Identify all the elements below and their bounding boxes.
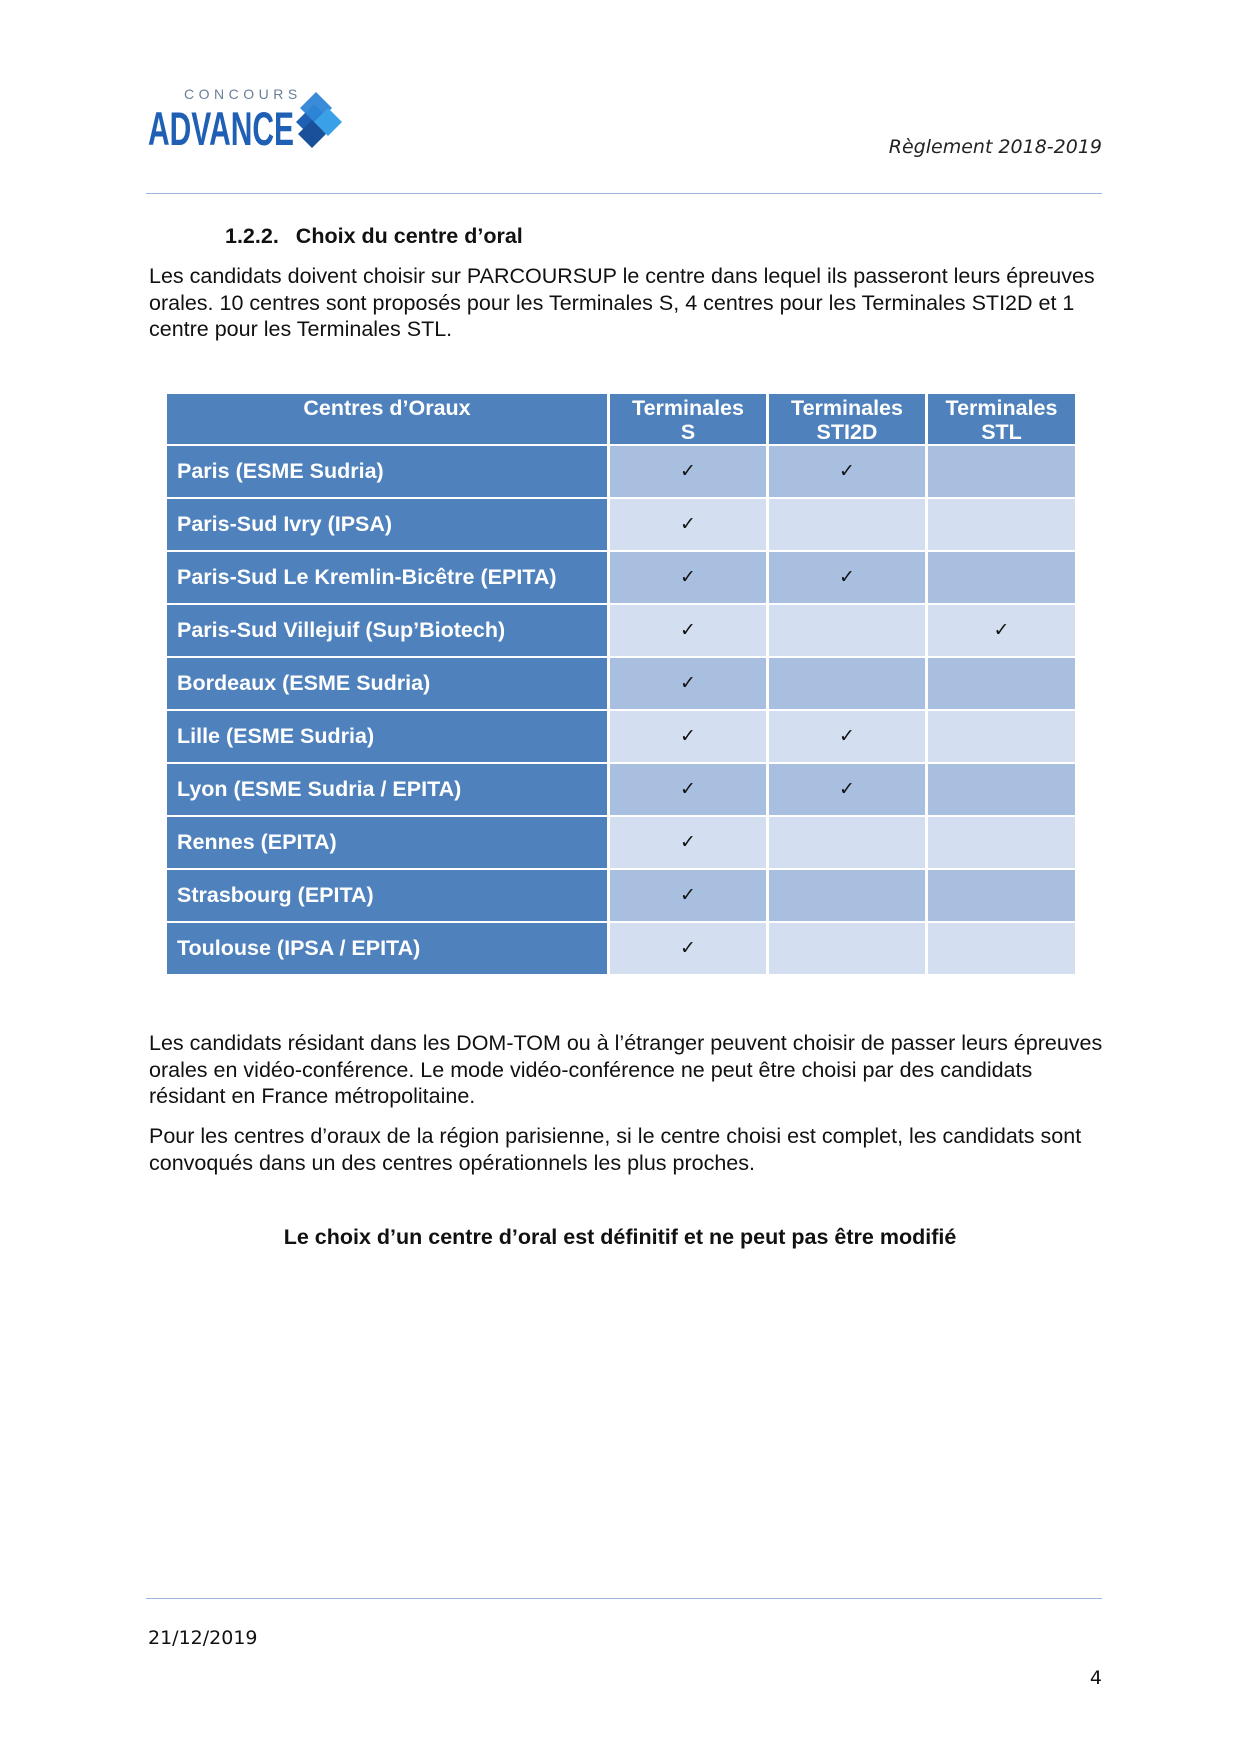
cell-terminales-sti2d <box>769 552 925 603</box>
header-divider <box>146 193 1102 194</box>
cell-terminales-s <box>610 605 766 656</box>
header-terminales-sti2d: Terminales STI2D <box>769 394 925 444</box>
logo-diamond-icon <box>296 92 342 148</box>
cell-terminales-stl <box>928 870 1075 921</box>
table-row <box>167 764 1075 815</box>
table-row <box>167 605 1075 656</box>
check-icon: ✓ <box>993 619 1010 641</box>
cell-terminales-stl <box>928 923 1075 974</box>
table-body <box>167 446 1075 974</box>
check-icon: ✓ <box>680 566 696 588</box>
cell-terminales-sti2d <box>769 870 925 921</box>
logo-main-text: ADVANCE <box>148 102 294 155</box>
check-icon: ✓ <box>680 884 696 906</box>
check-icon: ✓ <box>680 778 696 800</box>
check-icon: ✓ <box>680 937 696 959</box>
section-heading <box>225 224 523 249</box>
cell-terminales-stl <box>928 764 1075 815</box>
domtom-paragraph: Les candidats résidant dans les DOM-TOM ou à l’étranger peuvent choisir de passer leurs épreuves orales en vidéo-conférence. Le mode vidéo-conférence ne peut être choisi par des candidats résidant en France métropolitaine. <box>149 1031 1103 1108</box>
cell-terminales-sti2d <box>769 764 925 815</box>
cell-terminales-s <box>610 711 766 762</box>
cell-terminales-sti2d <box>769 446 925 497</box>
table-row <box>167 923 1075 974</box>
check-icon: ✓ <box>680 672 696 694</box>
center-name: Paris (ESME Sudria) <box>167 446 607 497</box>
cell-terminales-s <box>610 923 766 974</box>
concours-advance-logo <box>148 86 348 154</box>
table-row <box>167 499 1075 550</box>
table-row <box>167 817 1075 868</box>
oral-centers-table <box>164 392 1078 976</box>
cell-terminales-stl <box>928 605 1075 656</box>
section-number: 1.2.2. <box>225 224 279 248</box>
cell-terminales-stl <box>928 499 1075 550</box>
center-name: Paris-Sud Ivry (IPSA) <box>167 499 607 550</box>
header-terminales-stl: Terminales STL <box>928 394 1075 444</box>
cell-terminales-sti2d <box>769 499 925 550</box>
page-number: 4 <box>1089 1667 1102 1689</box>
center-name: Paris-Sud Villejuif (Sup’Biotech) <box>167 605 607 656</box>
header-terminales-s: Terminales S <box>610 394 766 444</box>
check-icon: ✓ <box>839 566 855 588</box>
cell-terminales-sti2d <box>769 923 925 974</box>
paris-region-paragraph: Pour les centres d’oraux de la région parisienne, si le centre choisi est complet, les candidats sont convoqués dans un des centres opérationnels les plus proches. <box>149 1124 1082 1175</box>
cell-terminales-s <box>610 764 766 815</box>
check-icon: ✓ <box>839 725 855 747</box>
header-centres: Centres d’Oraux <box>167 394 607 444</box>
cell-terminales-stl <box>928 446 1075 497</box>
center-name: Rennes (EPITA) <box>167 817 607 868</box>
table-row <box>167 446 1075 497</box>
center-name: Lille (ESME Sudria) <box>167 711 607 762</box>
section-title: Choix du centre d’oral <box>295 224 523 248</box>
cell-terminales-s <box>610 446 766 497</box>
cell-terminales-s <box>610 499 766 550</box>
footer-divider <box>146 1598 1102 1599</box>
cell-terminales-s <box>610 870 766 921</box>
cell-terminales-s <box>610 817 766 868</box>
cell-terminales-sti2d <box>769 711 925 762</box>
table-header-row <box>167 394 1075 444</box>
check-icon: ✓ <box>680 619 696 641</box>
check-icon: ✓ <box>680 725 696 747</box>
center-name: Toulouse (IPSA / EPITA) <box>167 923 607 974</box>
center-name: Strasbourg (EPITA) <box>167 870 607 921</box>
center-name: Paris-Sud Le Kremlin-Bicêtre (EPITA) <box>167 552 607 603</box>
cell-terminales-stl <box>928 552 1075 603</box>
cell-terminales-stl <box>928 817 1075 868</box>
center-name: Lyon (ESME Sudria / EPITA) <box>167 764 607 815</box>
intro-paragraph: Les candidats doivent choisir sur PARCOURSUP le centre dans lequel ils passeront leurs épreuves orales. 10 centres sont proposés pour les Terminales S, 4 centres pour les Terminales STI2D et 1 centre pour les Terminales STL. <box>149 264 1095 341</box>
footer-date: 21/12/2019 <box>148 1627 258 1649</box>
check-icon: ✓ <box>680 513 696 535</box>
table-row <box>167 711 1075 762</box>
check-icon: ✓ <box>839 778 855 800</box>
center-name: Bordeaux (ESME Sudria) <box>167 658 607 709</box>
document-title: Règlement 2018-2019 <box>888 136 1102 158</box>
logo-top-text: CONCOURS <box>184 86 302 102</box>
cell-terminales-sti2d <box>769 658 925 709</box>
table-row <box>167 552 1075 603</box>
cell-terminales-stl <box>928 711 1075 762</box>
final-statement: Le choix d’un centre d’oral est définitif et ne peut pas être modifié <box>283 1225 957 1249</box>
cell-terminales-stl <box>928 658 1075 709</box>
check-icon: ✓ <box>839 460 855 482</box>
cell-terminales-sti2d <box>769 605 925 656</box>
table-row <box>167 870 1075 921</box>
cell-terminales-sti2d <box>769 817 925 868</box>
check-icon: ✓ <box>680 460 696 482</box>
cell-terminales-s <box>610 658 766 709</box>
cell-terminales-s <box>610 552 766 603</box>
table-row <box>167 658 1075 709</box>
check-icon: ✓ <box>680 831 696 853</box>
